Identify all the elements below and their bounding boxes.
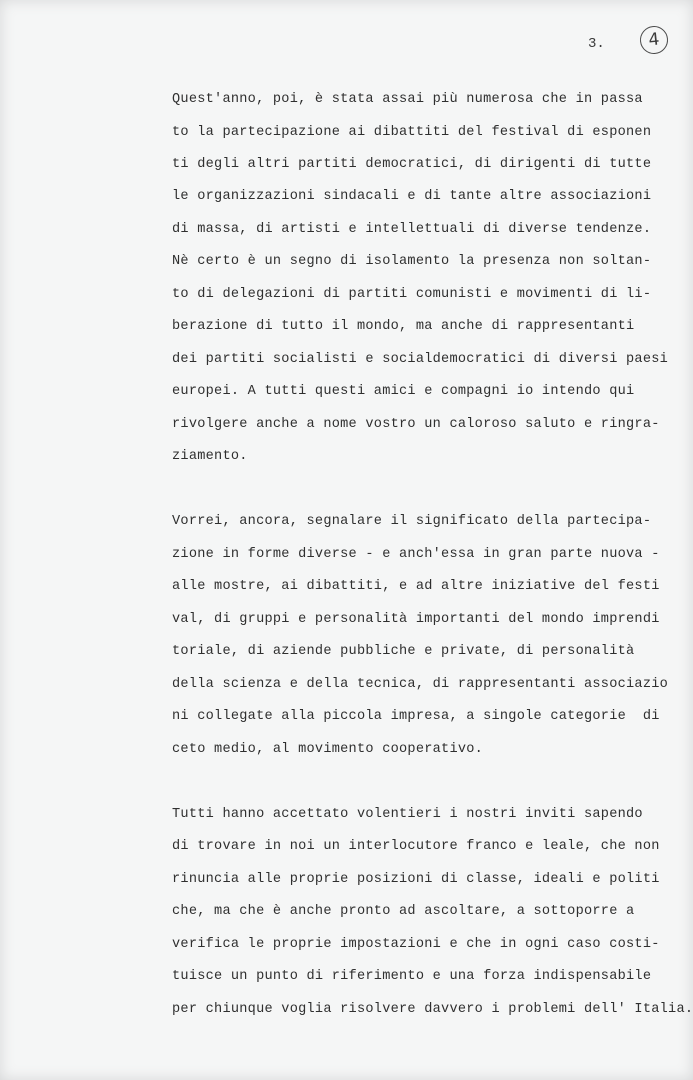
paragraph-1-line: di massa, di artisti e intellettuali di diverse tendenze.	[172, 222, 652, 237]
paragraph-3-line: rinuncia alle proprie posizioni di classe, ideali e politi	[172, 872, 660, 887]
paragraph-2-line: ceto medio, al movimento cooperativo.	[172, 742, 484, 757]
paragraph-2-line: val, di gruppi e personalità importanti del mondo imprendi	[172, 612, 660, 627]
paragraph-2-line: zione in forme diverse - e anch'essa in gran parte nuova -	[172, 547, 660, 562]
handwritten-folio-mark: 4	[639, 25, 670, 56]
paragraph-1-line: le organizzazioni sindacali e di tante altre associazioni	[172, 189, 652, 204]
paragraph-3-line: verifica le proprie impostazioni e che in ogni caso costi-	[172, 937, 660, 952]
paragraph-3-line: tuisce un punto di riferimento e una forza indispensabile	[172, 969, 652, 984]
paragraph-2-line: della scienza e della tecnica, di rappresentanti associazio	[172, 677, 669, 692]
paragraph-2-line: alle mostre, ai dibattiti, e ad altre iniziative del festi	[172, 579, 660, 594]
paragraph-2-line: Vorrei, ancora, segnalare il significato della partecipa-	[172, 514, 652, 529]
paragraph-1-line: Nè certo è un segno di isolamento la presenza non soltan-	[172, 254, 652, 269]
paragraph-1-line: dei partiti socialisti e socialdemocratici di diversi paesi	[172, 352, 669, 367]
paragraph-1-line: berazione di tutto il mondo, ma anche di rappresentanti	[172, 319, 635, 334]
paragraph-2-line: ni collegate alla piccola impresa, a singole categorie di	[172, 709, 660, 724]
paragraph-3-line: di trovare in noi un interlocutore franco e leale, che non	[172, 839, 660, 854]
paragraph-1-line: rivolgere anche a nome vostro un caloroso saluto e ringra-	[172, 417, 660, 432]
paragraph-2-line: toriale, di aziende pubbliche e private, di personalità	[172, 644, 635, 659]
paragraph-1-line: to di delegazioni di partiti comunisti e movimenti di li-	[172, 287, 652, 302]
paragraph-3-line: che, ma che è anche pronto ad ascoltare, a sottoporre a	[172, 904, 635, 919]
paragraph-1-line: to la partecipazione ai dibattiti del festival di esponen	[172, 125, 652, 140]
paragraph-1-line: europei. A tutti questi amici e compagni io intendo qui	[172, 384, 635, 399]
paragraph-3-line: Tutti hanno accettato volentieri i nostri inviti sapendo	[172, 807, 643, 822]
paragraph-3-line: per chiunque voglia risolvere davvero i problemi dell' Italia.	[172, 1002, 693, 1017]
paragraph-1-line: Quest'anno, poi, è stata assai più numerosa che in passa	[172, 92, 643, 107]
paragraph-1-line: ziamento.	[172, 449, 248, 464]
paragraph-1-line: ti degli altri partiti democratici, di dirigenti di tutte	[172, 157, 652, 172]
page-number: 3.	[588, 36, 605, 52]
